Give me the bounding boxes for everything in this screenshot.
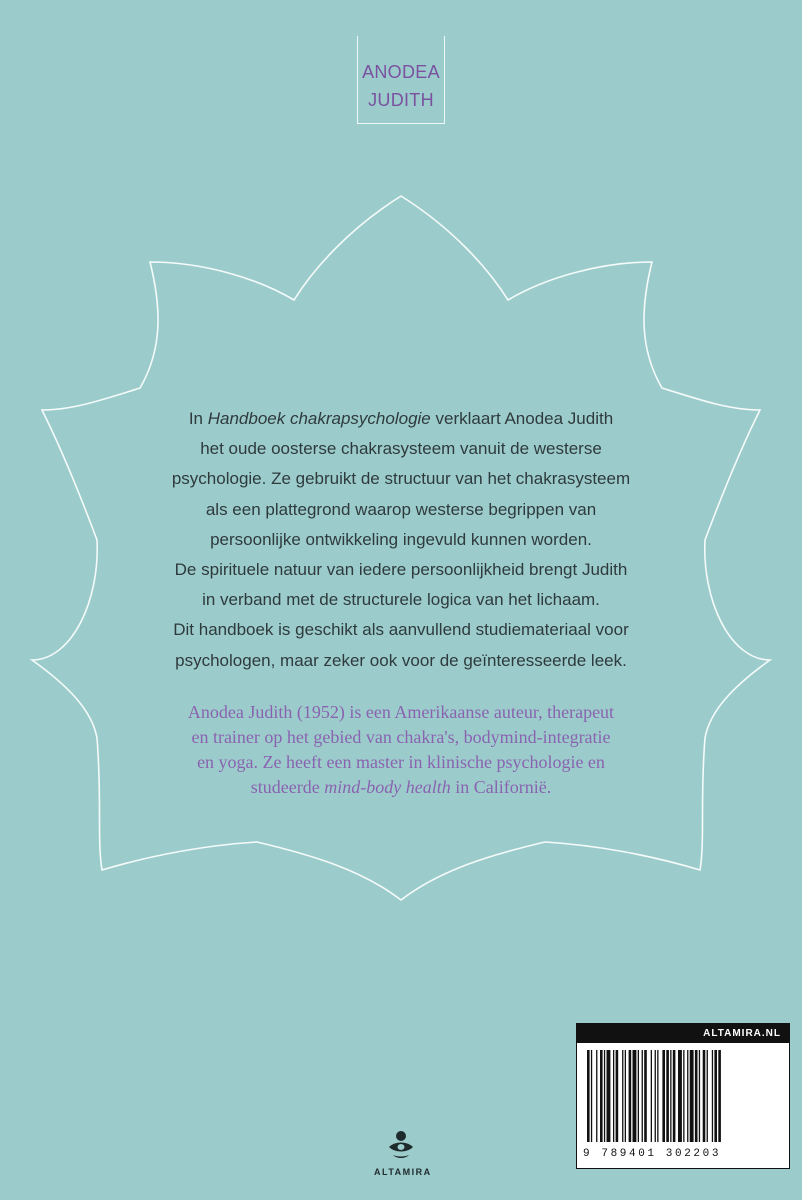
blurb-line-3: psychologie. Ze gebruikt de structuur van het chakrasysteem — [171, 469, 631, 489]
bio-line-2: en trainer op het gebied van chakra's, bodymind-integratie — [191, 727, 611, 747]
bio-line-1: Anodea Judith (1952) is een Amerikaanse auteur, therapeut — [187, 702, 615, 722]
publisher-logo — [374, 1130, 432, 1177]
book-title: Handboek chakrapsychologie — [207, 409, 431, 428]
blurb-line-4: als een plattegrond waarop westerse begrippen van — [205, 499, 597, 519]
isbn-barcode — [576, 1023, 790, 1169]
barcode-bars — [583, 1050, 783, 1142]
blurb-line-2: het oude oosterse chakrasysteem vanuit de westerse — [200, 439, 602, 459]
blurb-line-5: persoonlijke ontwikkeling ingevuld kunnen worden. — [210, 529, 592, 549]
author-name — [357, 36, 445, 124]
blurb-line-1: In Handboek chakrapsychologie verklaart Anodea Judith — [188, 409, 614, 428]
publisher-name: ALTAMIRA — [374, 1167, 432, 1177]
isbn-digits: 9 789401 302203 — [583, 1148, 722, 1160]
publisher-website: ALTAMIRA.NL — [577, 1024, 789, 1043]
bio-line-4: studeerde mind-body health in Californië. — [250, 777, 552, 797]
blurb-line-7: in verband met de structurele logica van het lichaam. — [202, 590, 600, 610]
blurb-line-9: psychologen, maar zeker ook voor de geïnteresseerde leek. — [175, 650, 627, 670]
author-bio — [120, 700, 682, 800]
blurb-line-6: De spirituele natuur van iedere persoonlijkheid brengt Judith — [174, 560, 628, 580]
bio-line-3: en yoga. Ze heeft een master in klinische psychologie en — [197, 752, 605, 772]
eye-lotus-icon — [386, 1130, 416, 1160]
author-first-name: ANODEA — [362, 62, 440, 82]
blurb-line-8: Dit handboek is geschikt als aanvullend studiemateriaal voor — [173, 620, 629, 640]
book-blurb — [120, 404, 682, 676]
author-last-name: JUDITH — [368, 90, 434, 110]
